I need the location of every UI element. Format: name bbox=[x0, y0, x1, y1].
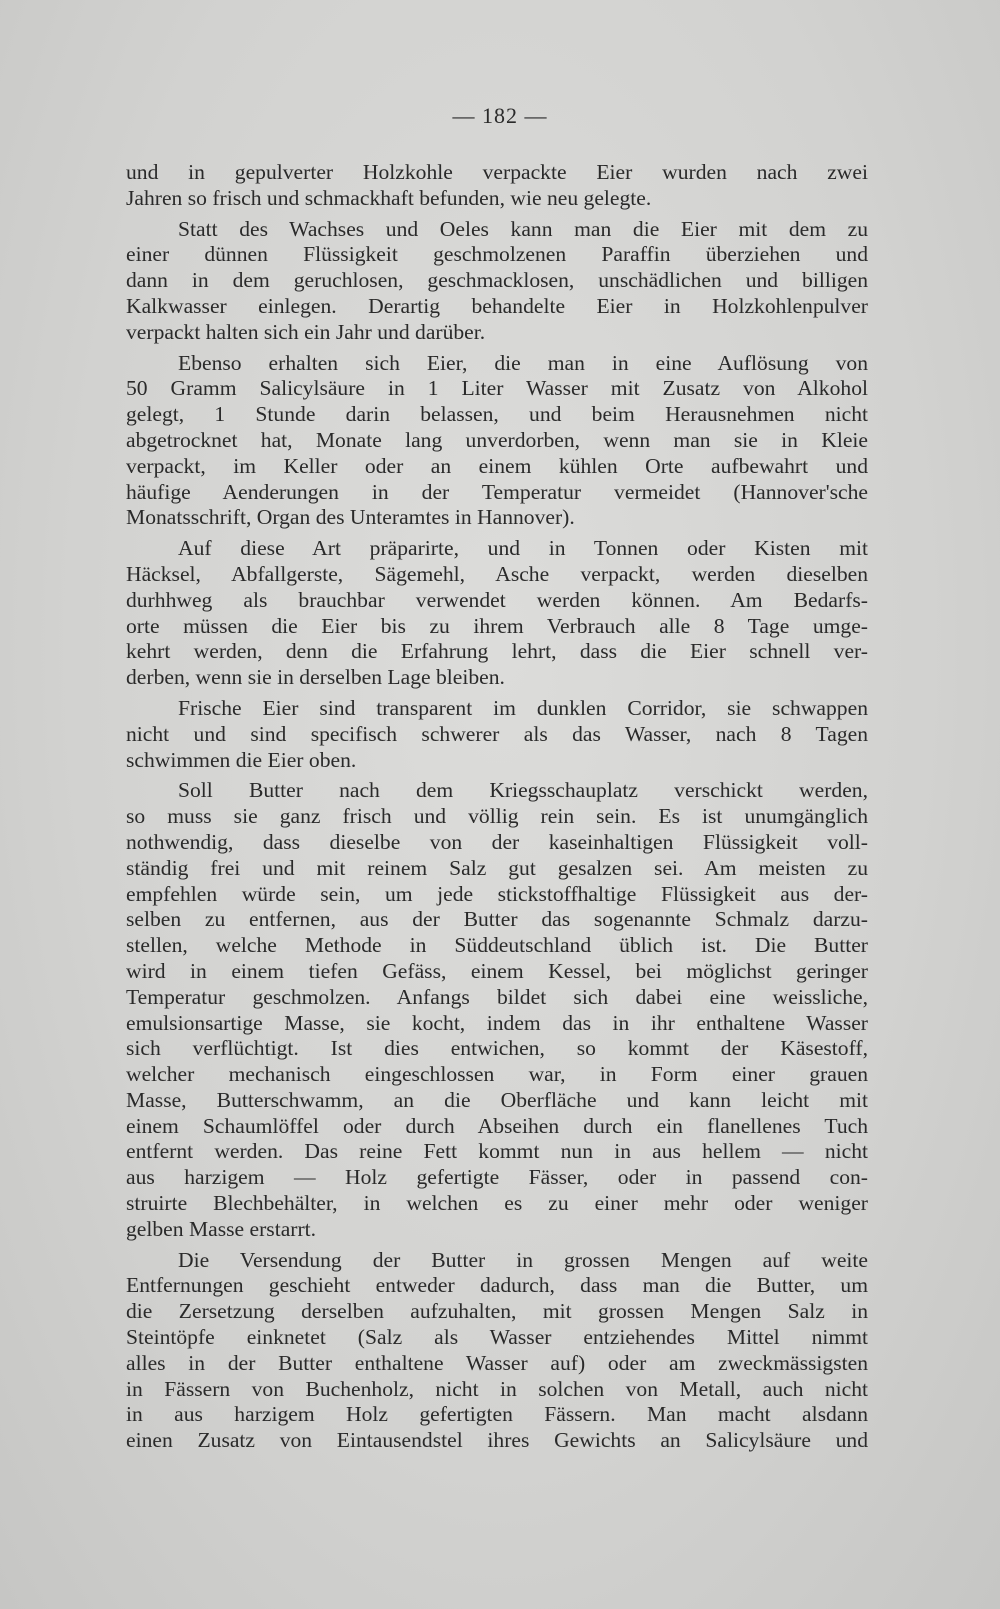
text-line: Die Versendung der Butter in grossen Mengen auf weite bbox=[178, 1247, 868, 1272]
text-line: Häcksel, Abfallgerste, Sägemehl, Asche verpackt, werden dieselben bbox=[126, 561, 868, 586]
text-line: struirte Blechbehälter, in welchen es zu einer mehr oder weniger bbox=[126, 1191, 868, 1216]
text-line: gelegt, 1 Stunde darin belassen, und beim Herausnehmen nicht bbox=[126, 402, 868, 427]
paragraph-1 bbox=[126, 160, 868, 212]
text-line: Ebenso erhalten sich Eier, die man in eine Auflösung von bbox=[178, 350, 868, 375]
text-line: alles in der Butter enthaltene Wasser auf) oder am zweckmässigsten bbox=[126, 1350, 868, 1375]
text-line: durhhweg als brauchbar verwendet werden können. Am Bedarfs- bbox=[126, 587, 868, 612]
text-line: verpackt, im Keller oder an einem kühlen Orte aufbewahrt und bbox=[126, 453, 868, 478]
text-line: welcher mechanisch eingeschlossen war, in Form einer grauen bbox=[126, 1062, 868, 1087]
text-line: orte müssen die Eier bis zu ihrem Verbrauch alle 8 Tage umge- bbox=[126, 613, 868, 638]
text-line: einen Zusatz von Eintausendstel ihres Gewichts an Salicylsäure und bbox=[126, 1428, 868, 1453]
page-number: — 182 — bbox=[452, 103, 548, 128]
paragraph-6 bbox=[126, 778, 868, 1242]
text-line: so muss sie ganz frisch und völlig rein sein. Es ist unumgänglich bbox=[126, 804, 868, 829]
text-line: Statt des Wachses und Oeles kann man die Eier mit dem zu bbox=[178, 216, 868, 241]
text-line: Kalkwasser einlegen. Derartig behandelte Eier in Holzkohlenpulver bbox=[126, 293, 868, 318]
text-line: 50 Gramm Salicylsäure in 1 Liter Wasser mit Zusatz von Alkohol bbox=[126, 376, 868, 401]
text-line: gelben Masse erstarrt. bbox=[126, 1216, 317, 1241]
text-line: sich verflüchtigt. Ist dies entwichen, so kommt der Käsestoff, bbox=[126, 1036, 868, 1061]
paragraph-4 bbox=[126, 536, 868, 691]
text-line: selben zu entfernen, aus der Butter das sogenannte Schmalz darzu- bbox=[126, 907, 868, 932]
text-line: derben, wenn sie in derselben Lage bleiben. bbox=[126, 665, 505, 690]
text-line: Monatsschrift, Organ des Unteramtes in Hannover). bbox=[126, 505, 575, 530]
paragraph-5 bbox=[126, 696, 868, 773]
text-line: ständig frei und mit reinem Salz gut gesalzen sei. Am meisten zu bbox=[126, 855, 868, 880]
text-line: stellen, welche Methode in Süddeutschland üblich ist. Die Butter bbox=[126, 933, 868, 958]
body-text bbox=[126, 160, 868, 1459]
text-line: Temperatur geschmolzen. Anfangs bildet sich dabei eine weissliche, bbox=[126, 984, 868, 1009]
text-line: Entfernungen geschieht entweder dadurch, dass man die Butter, um bbox=[126, 1273, 868, 1298]
text-line: in Fässern von Buchenholz, nicht in solchen von Metall, auch nicht bbox=[126, 1376, 868, 1401]
text-line: emulsionsartige Masse, sie kocht, indem das in ihr enthaltene Wasser bbox=[126, 1010, 868, 1035]
text-line: verpackt halten sich ein Jahr und darüber. bbox=[126, 319, 486, 344]
text-line: aus harzigem — Holz gefertigte Fässer, oder in passend con- bbox=[126, 1165, 868, 1190]
text-line: nothwendig, dass dieselbe von der kaseinhaltigen Flüssigkeit voll- bbox=[126, 829, 868, 854]
text-line: Soll Butter nach dem Kriegsschauplatz verschickt werden, bbox=[178, 778, 868, 803]
text-line: häufige Aenderungen in der Temperatur vermeidet (Hannover'sche bbox=[126, 479, 868, 504]
text-line: entfernt werden. Das reine Fett kommt nun in aus hellem — nicht bbox=[126, 1139, 868, 1164]
text-line: dann in dem geruchlosen, geschmacklosen, unschädlichen und billigen bbox=[126, 268, 868, 293]
text-line: schwimmen die Eier oben. bbox=[126, 747, 357, 772]
paragraph-3 bbox=[126, 351, 868, 532]
paragraph-7 bbox=[126, 1248, 868, 1454]
text-line: wird in einem tiefen Gefäss, einem Kessel, bei möglichst geringer bbox=[126, 958, 868, 983]
paragraph-2 bbox=[126, 217, 868, 346]
text-line: nicht und sind specifisch schwerer als das Wasser, nach 8 Tagen bbox=[126, 721, 868, 746]
text-line: abgetrocknet hat, Monate lang unverdorben, wenn man sie in Kleie bbox=[126, 427, 868, 452]
text-line: Steintöpfe einknetet (Salz als Wasser entziehendes Mittel nimmt bbox=[126, 1325, 868, 1350]
text-line: Auf diese Art präparirte, und in Tonnen oder Kisten mit bbox=[178, 536, 868, 561]
text-line: und in gepulverter Holzkohle verpackte Eier wurden nach zwei bbox=[126, 160, 868, 184]
text-line: in aus harzigem Holz gefertigten Fässern. Man macht alsdann bbox=[126, 1402, 868, 1427]
text-line: die Zersetzung derselben aufzuhalten, mit grossen Mengen Salz in bbox=[126, 1299, 868, 1324]
text-line: Frische Eier sind transparent im dunklen Corridor, sie schwappen bbox=[178, 695, 868, 720]
text-line: einem Schaumlöffel oder durch Abseihen durch ein flanellenes Tuch bbox=[126, 1113, 868, 1138]
text-line: kehrt werden, denn die Erfahrung lehrt, dass die Eier schnell ver- bbox=[126, 639, 868, 664]
text-line: Masse, Butterschwamm, an die Oberfläche und kann leicht mit bbox=[126, 1087, 868, 1112]
text-line: einer dünnen Flüssigkeit geschmolzenen Paraffin überziehen und bbox=[126, 242, 868, 267]
text-line: Jahren so frisch und schmackhaft befunden, wie neu gelegte. bbox=[126, 185, 652, 210]
text-line: empfehlen würde sein, um jede stickstoffhaltige Flüssigkeit aus der- bbox=[126, 881, 868, 906]
